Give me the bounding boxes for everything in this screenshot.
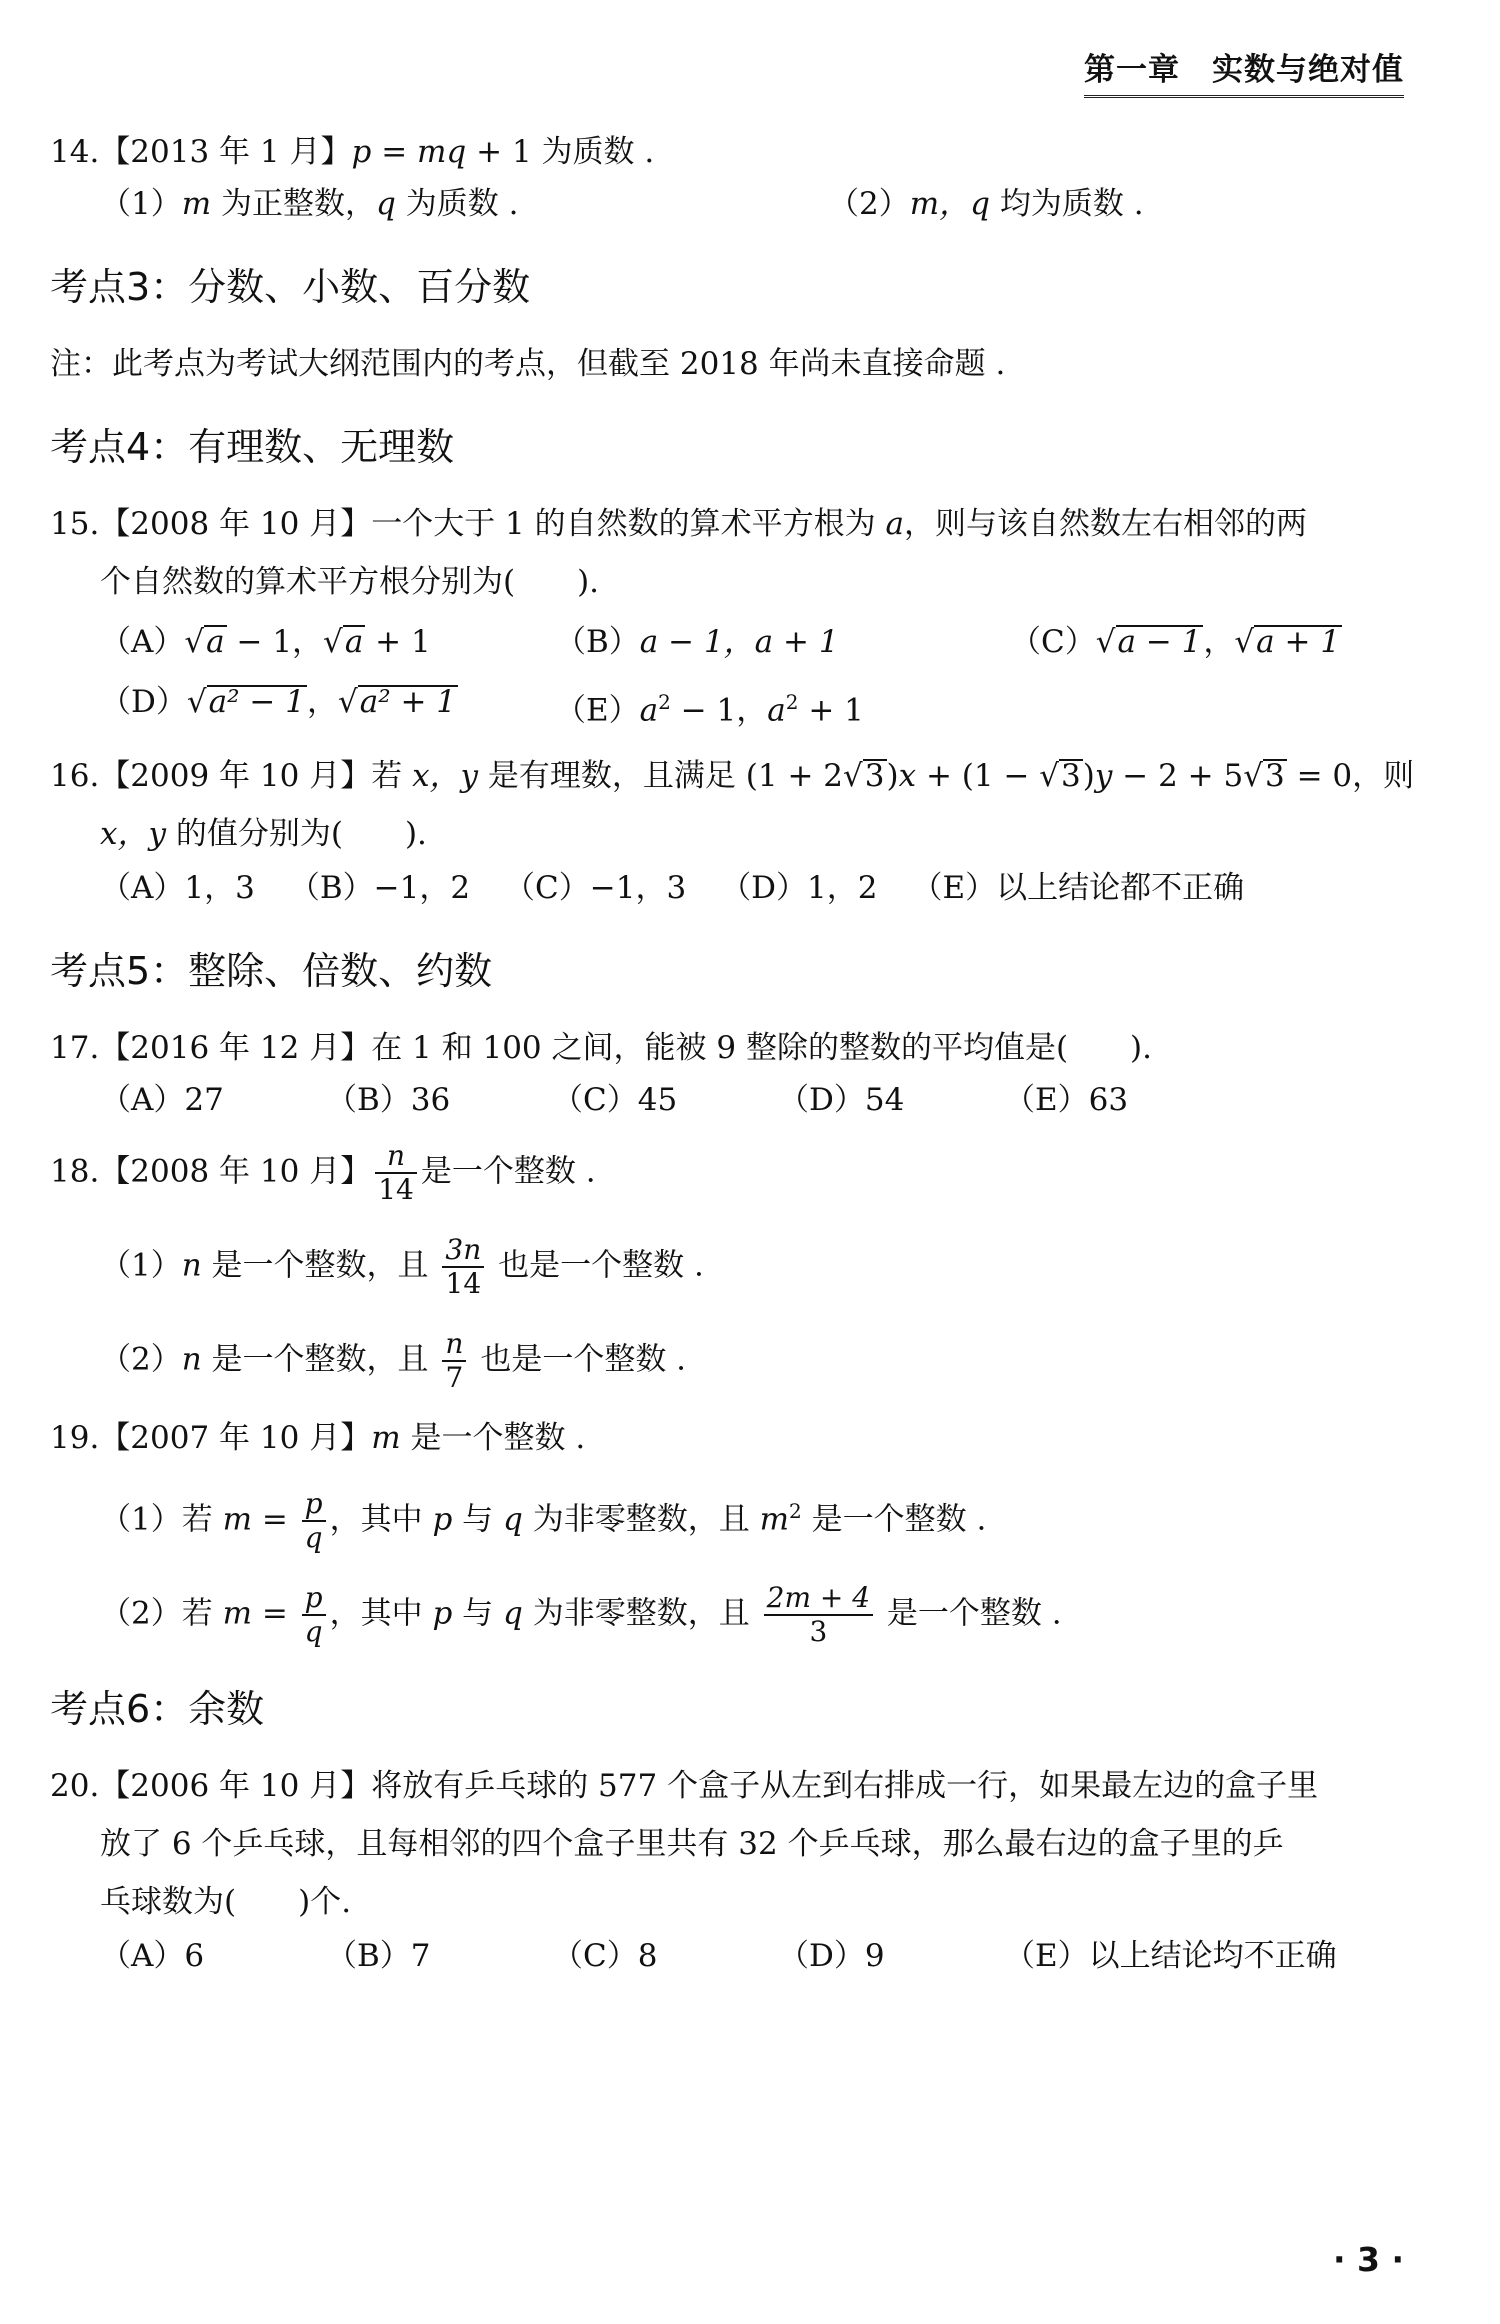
fraction: $\frac{3n}{14}$	[442, 1234, 484, 1300]
question-14-condition-1: （1）m 为正整数，q 为质数 .	[100, 186, 519, 222]
option-d: （D）54	[778, 1082, 905, 1119]
fraction: $\frac{2m + 4}{3}$	[764, 1582, 873, 1648]
option-b: （B）−1，2	[288, 870, 471, 907]
question-15-stem: 15.【2008 年 10 月】一个大于 1 的自然数的算术平方根为 a，则与该自然数左右相邻的两	[50, 506, 1307, 542]
question-18-condition-1: （1）n 是一个整数，且 $\frac{3n}{14}$ 也是一个整数 .	[100, 1233, 704, 1301]
fraction: $\frac{p}{q}$	[302, 1582, 326, 1648]
option-e: （E）63	[1004, 1082, 1129, 1119]
page-content	[50, 130, 1420, 1978]
option-d: （D）√a² − 1，√a² + 1	[100, 684, 457, 720]
option-a: （A）27	[100, 1082, 224, 1119]
section-6-title: 考点6：余数	[50, 1687, 265, 1732]
fraction: $\frac{n}{14}$	[375, 1140, 417, 1206]
option-e: （E）以上结论均不正确	[1004, 1938, 1337, 1975]
question-15-options-row-1	[50, 620, 1420, 664]
section-3-note: 注：此考点为考试大纲范围内的考点，但截至 2018 年尚未直接命题 .	[50, 346, 1006, 382]
question-20-stem-line-3: 乓球数为( )个.	[100, 1884, 352, 1921]
option-a: （A）1，3	[100, 870, 255, 907]
question-14-stem: 14.【2013 年 1 月】p = mq + 1 为质数 .	[50, 134, 655, 170]
option-d: （D）1，2	[720, 870, 878, 907]
question-20-stem: 20.【2006 年 10 月】将放有乒乓球的 577 个盒子从左到右排成一行，如果最左边的盒子里	[50, 1768, 1319, 1805]
question-16-stem: 16.【2009 年 10 月】若 x，y 是有理数，且满足 (1 + 2√3)x + (1 − √3)y − 2 + 5√3 = 0，则	[50, 758, 1415, 795]
section-5-title: 考点5：整除、倍数、约数	[50, 949, 493, 994]
option-c: （C）8	[552, 1938, 658, 1975]
question-18-condition-2: （2）n 是一个整数，且 $\frac{n}{7}$ 也是一个整数 .	[100, 1327, 687, 1395]
option-a: （A）√a − 1，√a + 1	[100, 624, 431, 660]
option-b: （B）7	[326, 1938, 431, 1975]
question-17-stem: 17.【2016 年 12 月】在 1 和 100 之间，能被 9 整除的整数的平均值是( ).	[50, 1030, 1152, 1067]
question-16-stem-line-2: x，y 的值分别为( ).	[100, 816, 427, 853]
question-19-condition-1: （1）若 m = $\frac{p}{q}$ ，其中 p 与 q 为非零整数，且 $m^2$ 是一个整数 .	[100, 1487, 987, 1555]
fraction: $\frac{p}{q}$	[302, 1488, 326, 1554]
option-c: （C）√a − 1，√a + 1	[1010, 624, 1341, 660]
question-19-stem: 19.【2007 年 10 月】m 是一个整数 .	[50, 1420, 586, 1457]
question-15-options-row-2	[50, 680, 1420, 732]
option-a: （A）6	[100, 1938, 205, 1975]
option-e: （E）以上结论都不正确	[911, 870, 1245, 907]
question-19-condition-2: （2）若 m = $\frac{p}{q}$ ，其中 p 与 q 为非零整数，且 $\frac{2m + 4}{3}$ 是一个整数 .	[100, 1581, 1062, 1649]
option-b: （B）36	[326, 1082, 451, 1119]
question-20-options	[50, 1934, 1420, 1978]
question-20-stem-line-2: 放了 6 个乒乓球，且每相邻的四个盒子里共有 32 个乒乓球，那么最右边的盒子里的乒	[100, 1826, 1284, 1863]
question-18-stem: 18.【2008 年 10 月】 $\frac{n}{14}$ 是一个整数 .	[50, 1139, 596, 1207]
question-17-options	[50, 1078, 1420, 1122]
option-e: $(E)a^2 - 1$，$a^2 + 1$	[555, 690, 864, 729]
option-c: （C）−1，3	[504, 870, 687, 907]
question-14-condition-2: （2）m，q 均为质数 .	[828, 186, 1144, 222]
section-4-title: 考点4：有理数、无理数	[50, 425, 455, 469]
section-3-title: 考点3：分数、小数、百分数	[50, 265, 531, 309]
page-number: · 3 ·	[1332, 2240, 1404, 2279]
question-15-stem-line-2: 个自然数的算术平方根分别为( ).	[100, 564, 600, 600]
option-c: （C）45	[552, 1082, 678, 1119]
question-14-options	[50, 182, 1420, 226]
option-b: （B）a − 1，a + 1	[555, 624, 839, 660]
question-16-options	[50, 866, 1420, 910]
chapter-header: 第一章 实数与绝对值	[1084, 44, 1404, 98]
option-d: （D）9	[778, 1938, 885, 1975]
fraction: $\frac{n}{7}$	[442, 1328, 466, 1394]
